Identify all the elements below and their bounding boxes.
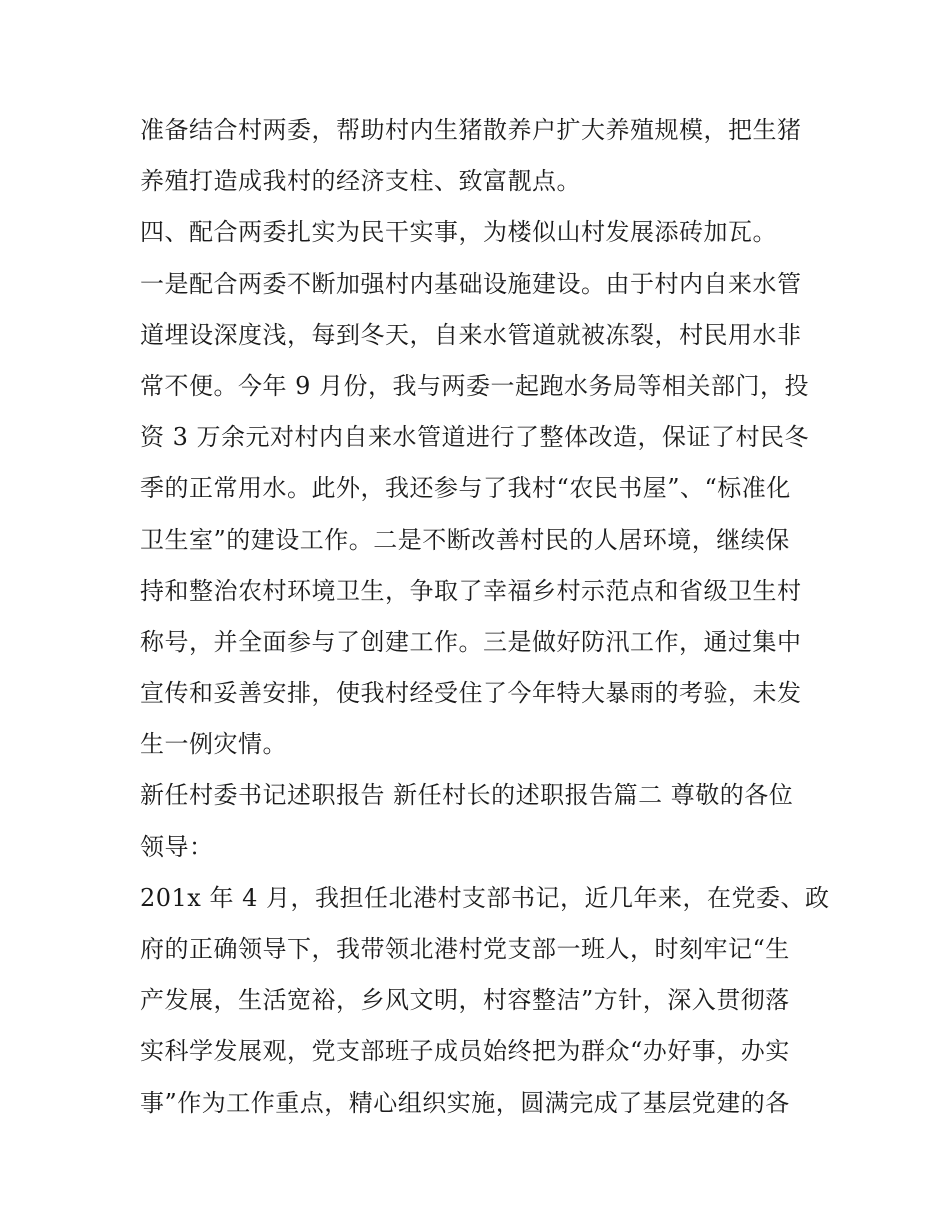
text-line: 宣传和妥善安排，使我村经受住了今年特大暴雨的考验，未发 <box>140 679 802 708</box>
text-line: 季的正常用水。此外，我还参与了我村“农民书屋”、“标准化 <box>140 474 791 503</box>
text-line: 一是配合两委不断加强村内基础设施建设。由于村内自来水管 <box>140 269 802 298</box>
text-line: 卫生室”的建设工作。二是不断改善村民的人居环境，继续保 <box>140 525 790 554</box>
text-line: 生一例灾情。 <box>140 730 287 759</box>
text-line: 持和整治农村环境卫生，争取了幸福乡村示范点和省级卫生村 <box>140 576 802 605</box>
text-line: 事”作为工作重点，精心组织实施，圆满完成了基层党建的各 <box>140 1088 790 1117</box>
text-line: 常不便。今年 9 月份，我与两委一起跑水务局等相关部门，投 <box>140 371 810 400</box>
salutation-line: 领导： <box>140 832 214 861</box>
text-line: 府的正确领导下，我带领北港村党支部一班人，时刻牢记“生 <box>140 935 790 963</box>
text-line: 道埋设深度浅，每到冬天，自来水管道就被冻裂，村民用水非 <box>140 320 802 349</box>
text-line: 资 3 万余元对村内自来水管道进行了整体改造，保证了村民冬 <box>140 423 810 452</box>
section-heading: 四、配合两委扎实为民干实事，为楼似山村发展添砖加瓦。 <box>140 218 777 247</box>
text-line: 实科学发展观，党支部班子成员始终把为群众“办好事，办实 <box>140 1037 790 1066</box>
report-title-line: 新任村委书记述职报告 新任村长的述职报告篇二 尊敬的各位 <box>140 781 794 810</box>
text-line: 准备结合村两委，帮助村内生猪散养户扩大养殖规模，把生猪 <box>140 116 802 144</box>
text-line: 养殖打造成我村的经济支柱、致富靓点。 <box>140 167 581 196</box>
text-line: 产发展，生活宽裕，乡风文明，村容整洁”方针，深入贯彻落 <box>140 986 790 1015</box>
text-line: 称号，并全面参与了创建工作。三是做好防汛工作，通过集中 <box>140 627 802 656</box>
text-line: 201x 年 4 月，我担任北港村支部书记，近几年来，在党委、政 <box>140 883 830 912</box>
document-body <box>140 105 830 1129</box>
